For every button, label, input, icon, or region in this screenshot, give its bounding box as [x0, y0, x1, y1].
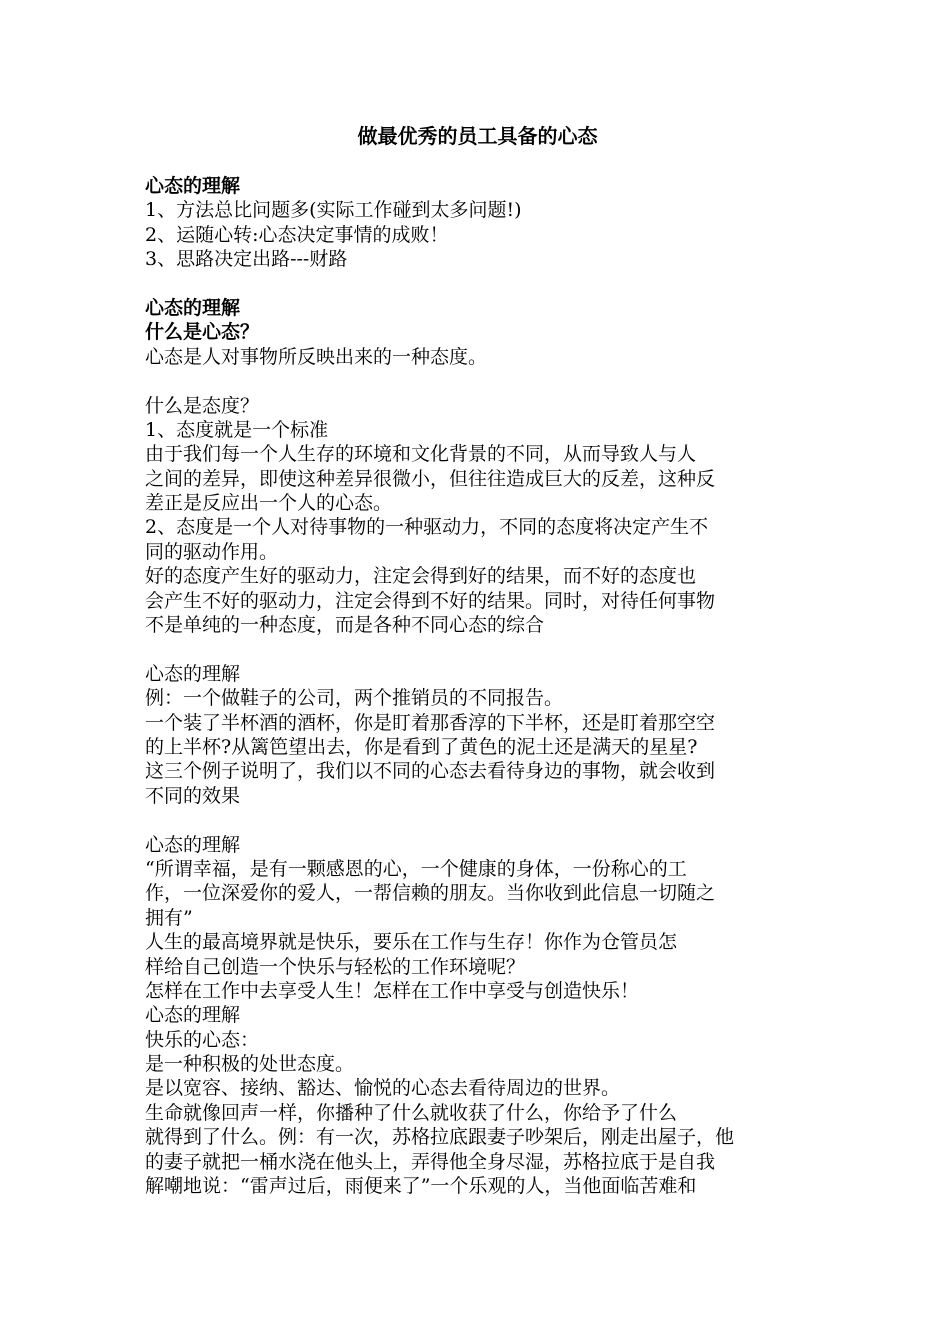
- text-line: 好的态度产生好的驱动力，注定会得到好的结果，而不好的态度也: [145, 565, 697, 588]
- text-line: 人生的最高境界就是快乐，要乐在工作与生存！你作为仓管员怎: [145, 931, 678, 954]
- section-heading: 心态的理解: [145, 175, 241, 197]
- text-line: 心态是人对事物所反映出来的一种态度。: [145, 345, 488, 368]
- text-line: 一个装了半杯酒的酒杯，你是盯着那香淳的下半杯，还是盯着那空空: [145, 711, 716, 734]
- text-line: 怎样在工作中去享受人生！怎样在工作中享受与创造快乐！: [145, 979, 640, 1002]
- text-line: 的上半杯?从篱笆望出去，你是看到了黄色的泥土还是满天的星星?: [145, 735, 698, 758]
- text-line: 心态的理解: [145, 662, 241, 685]
- document-page: [145, 118, 810, 1198]
- text-line: 2、运随心转:心态决定事情的成败！: [145, 223, 449, 246]
- section-heading: 心态的理解: [145, 296, 241, 319]
- text-line: 不是单纯的一种态度，而是各种不同心态的综合: [145, 614, 545, 637]
- text-line: 解嘲地说：“雷声过后，雨便来了”一个乐观的人，当他面临苦难和: [145, 1175, 697, 1198]
- blank-line: [145, 637, 810, 661]
- text-line: 样给自己创造一个快乐与轻松的工作环境呢？: [145, 955, 526, 978]
- text-line: 2、态度是一个人对待事物的一种驱动力，不同的态度将决定产生不: [145, 516, 709, 539]
- text-line: 同的驱动作用。: [145, 540, 279, 563]
- text-line: 心态的理解: [145, 1004, 241, 1027]
- document-title: 做最优秀的员工具备的心态: [357, 124, 598, 148]
- text-line: 由于我们每一个人生存的环境和文化背景的不同，从而导致人与人: [145, 443, 697, 466]
- section-heading: 什么是心态？: [145, 321, 260, 344]
- text-line: 1、方法总比问题多(实际工作碰到太多问题!): [145, 199, 522, 222]
- blank-line: [145, 808, 810, 832]
- text-line: 例：一个做鞋子的公司，两个推销员的不同报告。: [145, 687, 564, 710]
- text-line: 1、态度就是一个标准: [145, 418, 329, 441]
- text-line: 心态的理解: [145, 833, 241, 856]
- text-line: 是一种积极的处世态度。: [145, 1053, 355, 1076]
- text-line: 之间的差异，即使这种差异很微小，但往往造成巨大的反差，这种反: [145, 467, 716, 490]
- text-line: 拥有”: [145, 906, 193, 929]
- blank-line: [145, 369, 810, 393]
- text-line: 会产生不好的驱动力，注定会得到不好的结果。同时，对待任何事物: [145, 589, 716, 612]
- text-line: 的妻子就把一桶水浇在他头上，弄得他全身尽湿，苏格拉底于是自我: [145, 1150, 716, 1173]
- text-line: 是以宽容、接纳、豁达、愉悦的心态去看待周边的世界。: [145, 1077, 621, 1100]
- document-body: [145, 174, 810, 1198]
- text-line: 差正是反应出一个人的心态。: [145, 492, 393, 515]
- text-line: 3、思路决定出路---财路: [145, 248, 348, 271]
- text-line: 作，一位深爱你的爱人，一帮信赖的朋友。当你收到此信息一切随之: [145, 882, 716, 905]
- blank-line: [145, 272, 810, 296]
- text-line: 不同的效果: [145, 784, 241, 807]
- text-line: 生命就像回声一样，你播种了什么就收获了什么，你给予了什么: [145, 1101, 678, 1124]
- text-line: “所谓幸福，是有一颗感恩的心，一个健康的身体，一份称心的工: [145, 857, 687, 880]
- text-line: 快乐的心态：: [145, 1028, 260, 1051]
- text-line: 就得到了什么。例：有一次，苏格拉底跟妻子吵架后，刚走出屋子，他: [145, 1126, 735, 1149]
- text-line: 这三个例子说明了，我们以不同的心态去看待身边的事物，就会收到: [145, 760, 716, 783]
- text-line: 什么是态度？: [145, 394, 260, 417]
